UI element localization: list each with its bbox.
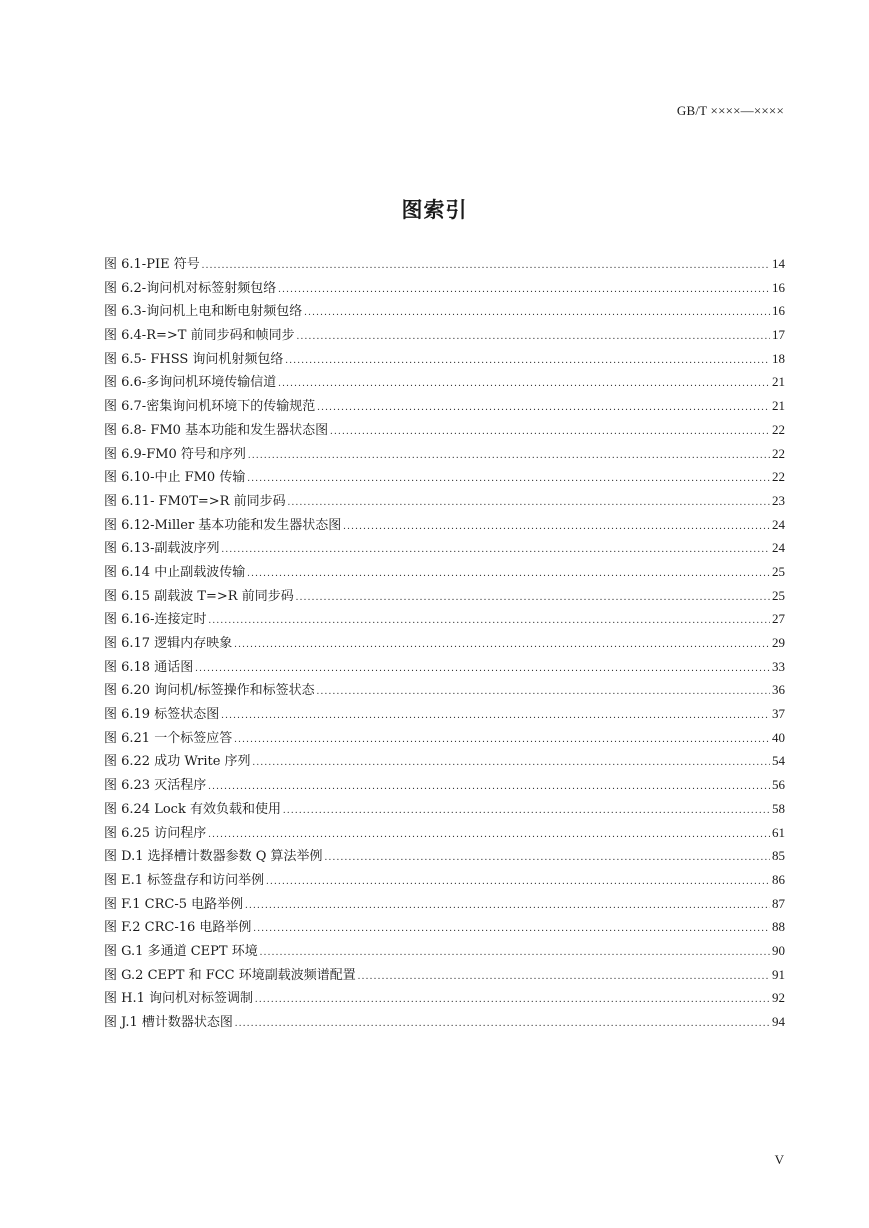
toc-entry[interactable]: [104, 727, 785, 751]
toc-entry[interactable]: [104, 537, 785, 561]
toc-entry-label: 图 6.2-询问机对标签射频包络: [104, 280, 277, 296]
toc-entry[interactable]: [104, 964, 785, 988]
toc-entry-page: 16: [772, 279, 785, 295]
standard-code: GB/T ××××—××××: [676, 103, 784, 118]
toc-dot-leader: [247, 568, 770, 579]
toc-dot-leader: [248, 450, 770, 461]
toc-entry-label: 图 F.1 CRC-5 电路举例: [104, 896, 244, 912]
toc-dot-leader: [296, 592, 770, 603]
toc-dot-leader: [266, 876, 770, 887]
toc-entry-label: 图 6.12-Miller 基本功能和发生器状态图: [104, 517, 342, 533]
toc-entry-label: 图 6.20 询问机/标签操作和标签状态: [104, 683, 315, 699]
toc-entry-page: 94: [772, 1014, 785, 1029]
toc-dot-leader: [285, 355, 770, 366]
toc-dot-leader: [278, 284, 770, 295]
toc-entry-page: 23: [772, 492, 785, 508]
toc-entry[interactable]: [104, 1011, 785, 1035]
toc-entry-label: 图 6.18 通话图: [104, 659, 194, 675]
toc-entry-page: 18: [772, 350, 785, 366]
toc-entry-label: 图 6.9-FM0 符号和序列: [104, 446, 246, 462]
toc-entry[interactable]: [104, 893, 785, 917]
toc-entry-page: 92: [772, 990, 785, 1006]
toc-entry-label: 图 6.11- FM0T=>R 前同步码: [104, 493, 286, 509]
toc-entry-label: 图 6.7-密集询问机环境下的传输规范: [104, 399, 316, 415]
toc-dot-leader: [253, 923, 770, 934]
toc-entry-page: 37: [772, 706, 785, 722]
toc-entry-page: 25: [772, 563, 785, 579]
toc-entry[interactable]: [104, 845, 785, 869]
toc-entry-label: 图 6.3-询问机上电和断电射频包络: [104, 304, 303, 320]
toc-entry[interactable]: [104, 632, 785, 656]
toc-dot-leader: [235, 1018, 770, 1029]
toc-dot-leader: [245, 900, 770, 911]
toc-entry-label: 图 6.1-PIE 符号: [104, 257, 200, 272]
toc-entry-page: 33: [772, 658, 785, 674]
toc-entry-label: 图 6.21 一个标签应答: [104, 730, 233, 746]
toc-entry[interactable]: [104, 371, 785, 395]
figure-index-list: [104, 253, 785, 1035]
toc-entry-page: 14: [772, 256, 785, 271]
toc-entry-label: 图 F.2 CRC-16 电路举例: [104, 920, 252, 936]
toc-entry[interactable]: [104, 987, 785, 1011]
toc-dot-leader: [317, 402, 770, 413]
toc-dot-leader: [297, 331, 770, 342]
toc-dot-leader: [208, 781, 770, 792]
toc-entry-label: 图 6.4-R=>T 前同步码和帧同步: [104, 328, 295, 344]
toc-dot-leader: [288, 497, 770, 508]
toc-entry-page: 90: [772, 942, 785, 958]
toc-entry[interactable]: [104, 514, 785, 538]
toc-entry-label: 图 6.24 Lock 有效负载和使用: [104, 801, 281, 817]
toc-entry-page: 22: [772, 421, 785, 437]
page-number: V: [774, 1152, 784, 1167]
toc-dot-leader: [234, 734, 770, 745]
toc-entry-page: 29: [772, 635, 785, 650]
toc-dot-leader: [304, 307, 770, 318]
toc-entry[interactable]: [104, 774, 785, 798]
toc-dot-leader: [247, 473, 770, 484]
toc-dot-leader: [253, 757, 770, 768]
toc-entry[interactable]: [104, 798, 785, 822]
toc-entry[interactable]: [104, 466, 785, 490]
toc-entry-page: 21: [772, 374, 785, 390]
toc-entry[interactable]: [104, 585, 785, 609]
toc-entry[interactable]: [104, 608, 785, 632]
toc-entry-label: 图 6.16-连接定时: [104, 612, 207, 628]
toc-entry-label: 图 6.22 成功 Write 序列: [104, 754, 251, 770]
toc-entry[interactable]: [104, 561, 785, 585]
toc-entry-label: 图 G.1 多通道 CEPT 环境: [104, 943, 258, 959]
toc-entry-page: 24: [772, 516, 785, 532]
toc-entry-label: 图 6.14 中止副载波传输: [104, 564, 246, 580]
toc-entry[interactable]: [104, 750, 785, 774]
toc-entry-label: 图 H.1 询问机对标签调制: [104, 991, 254, 1007]
toc-dot-leader: [221, 544, 770, 555]
toc-dot-leader: [202, 260, 770, 271]
toc-entry[interactable]: [104, 679, 785, 703]
toc-entry-page: 16: [772, 303, 785, 319]
toc-entry[interactable]: [104, 822, 785, 846]
toc-entry-page: 27: [772, 611, 785, 627]
toc-entry-page: 56: [772, 777, 785, 793]
toc-entry-label: 图 6.23 灭活程序: [104, 778, 207, 794]
toc-entry-label: 图 D.1 选择槽计数器参数 Q 算法举例: [104, 849, 323, 865]
toc-entry-label: 图 6.5- FHSS 询问机射频包络: [104, 351, 284, 367]
toc-entry-label: 图 6.13-副载波序列: [104, 541, 220, 557]
toc-entry[interactable]: [104, 395, 785, 419]
toc-entry[interactable]: [104, 348, 785, 372]
toc-dot-leader: [234, 639, 770, 650]
toc-entry[interactable]: [104, 300, 785, 324]
toc-entry[interactable]: [104, 703, 785, 727]
toc-dot-leader: [195, 663, 770, 674]
toc-entry-page: 25: [772, 587, 785, 603]
toc-entry-label: 图 6.10-中止 FM0 传输: [104, 470, 246, 486]
toc-entry[interactable]: [104, 656, 785, 680]
toc-entry-page: 17: [772, 327, 785, 343]
toc-entry-page: 36: [772, 682, 785, 698]
toc-entry-label: 图 G.2 CEPT 和 FCC 环境副载波频谱配置: [104, 967, 356, 983]
page-title: 图索引: [401, 198, 468, 223]
toc-dot-leader: [255, 994, 770, 1005]
toc-entry[interactable]: [104, 443, 785, 467]
toc-entry-page: 58: [772, 800, 785, 816]
toc-entry-page: 24: [772, 540, 785, 556]
toc-dot-leader: [278, 378, 770, 389]
toc-dot-leader: [317, 686, 770, 697]
toc-entry[interactable]: [104, 324, 785, 348]
toc-entry[interactable]: [104, 869, 785, 893]
toc-dot-leader: [358, 971, 770, 982]
toc-entry[interactable]: [104, 940, 785, 964]
toc-dot-leader: [221, 710, 770, 721]
toc-entry-page: 88: [772, 919, 785, 935]
toc-entry[interactable]: [104, 490, 785, 514]
toc-entry[interactable]: [104, 277, 785, 301]
toc-entry-label: 图 6.6-多询问机环境传输信道: [104, 375, 277, 391]
toc-dot-leader: [208, 829, 770, 840]
toc-entry-page: 40: [772, 729, 785, 745]
toc-entry-label: 图 6.17 逻辑内存映象: [104, 636, 233, 651]
toc-entry-page: 22: [772, 469, 785, 485]
toc-entry-page: 22: [772, 445, 785, 461]
toc-dot-leader: [283, 805, 770, 816]
toc-entry-label: 图 6.15 副载波 T=>R 前同步码: [104, 588, 294, 604]
toc-entry-label: 图 J.1 槽计数器状态图: [104, 1015, 233, 1030]
toc-dot-leader: [330, 426, 770, 437]
toc-dot-leader: [260, 947, 770, 958]
toc-dot-leader: [343, 521, 770, 532]
toc-entry[interactable]: [104, 419, 785, 443]
toc-entry[interactable]: [104, 916, 785, 940]
toc-dot-leader: [325, 852, 770, 863]
toc-entry[interactable]: [104, 253, 785, 277]
toc-entry-page: 87: [772, 895, 785, 911]
toc-entry-page: 86: [772, 871, 785, 887]
toc-entry-label: 图 6.19 标签状态图: [104, 707, 220, 723]
toc-entry-label: 图 6.8- FM0 基本功能和发生器状态图: [104, 422, 329, 438]
toc-entry-page: 85: [772, 848, 785, 864]
toc-entry-page: 54: [772, 753, 785, 769]
toc-entry-page: 21: [772, 398, 785, 414]
toc-entry-page: 61: [772, 824, 785, 840]
toc-dot-leader: [208, 615, 770, 626]
toc-entry-page: 91: [772, 966, 785, 982]
toc-entry-label: 图 6.25 访问程序: [104, 825, 207, 841]
toc-entry-label: 图 E.1 标签盘存和访问举例: [104, 872, 265, 888]
